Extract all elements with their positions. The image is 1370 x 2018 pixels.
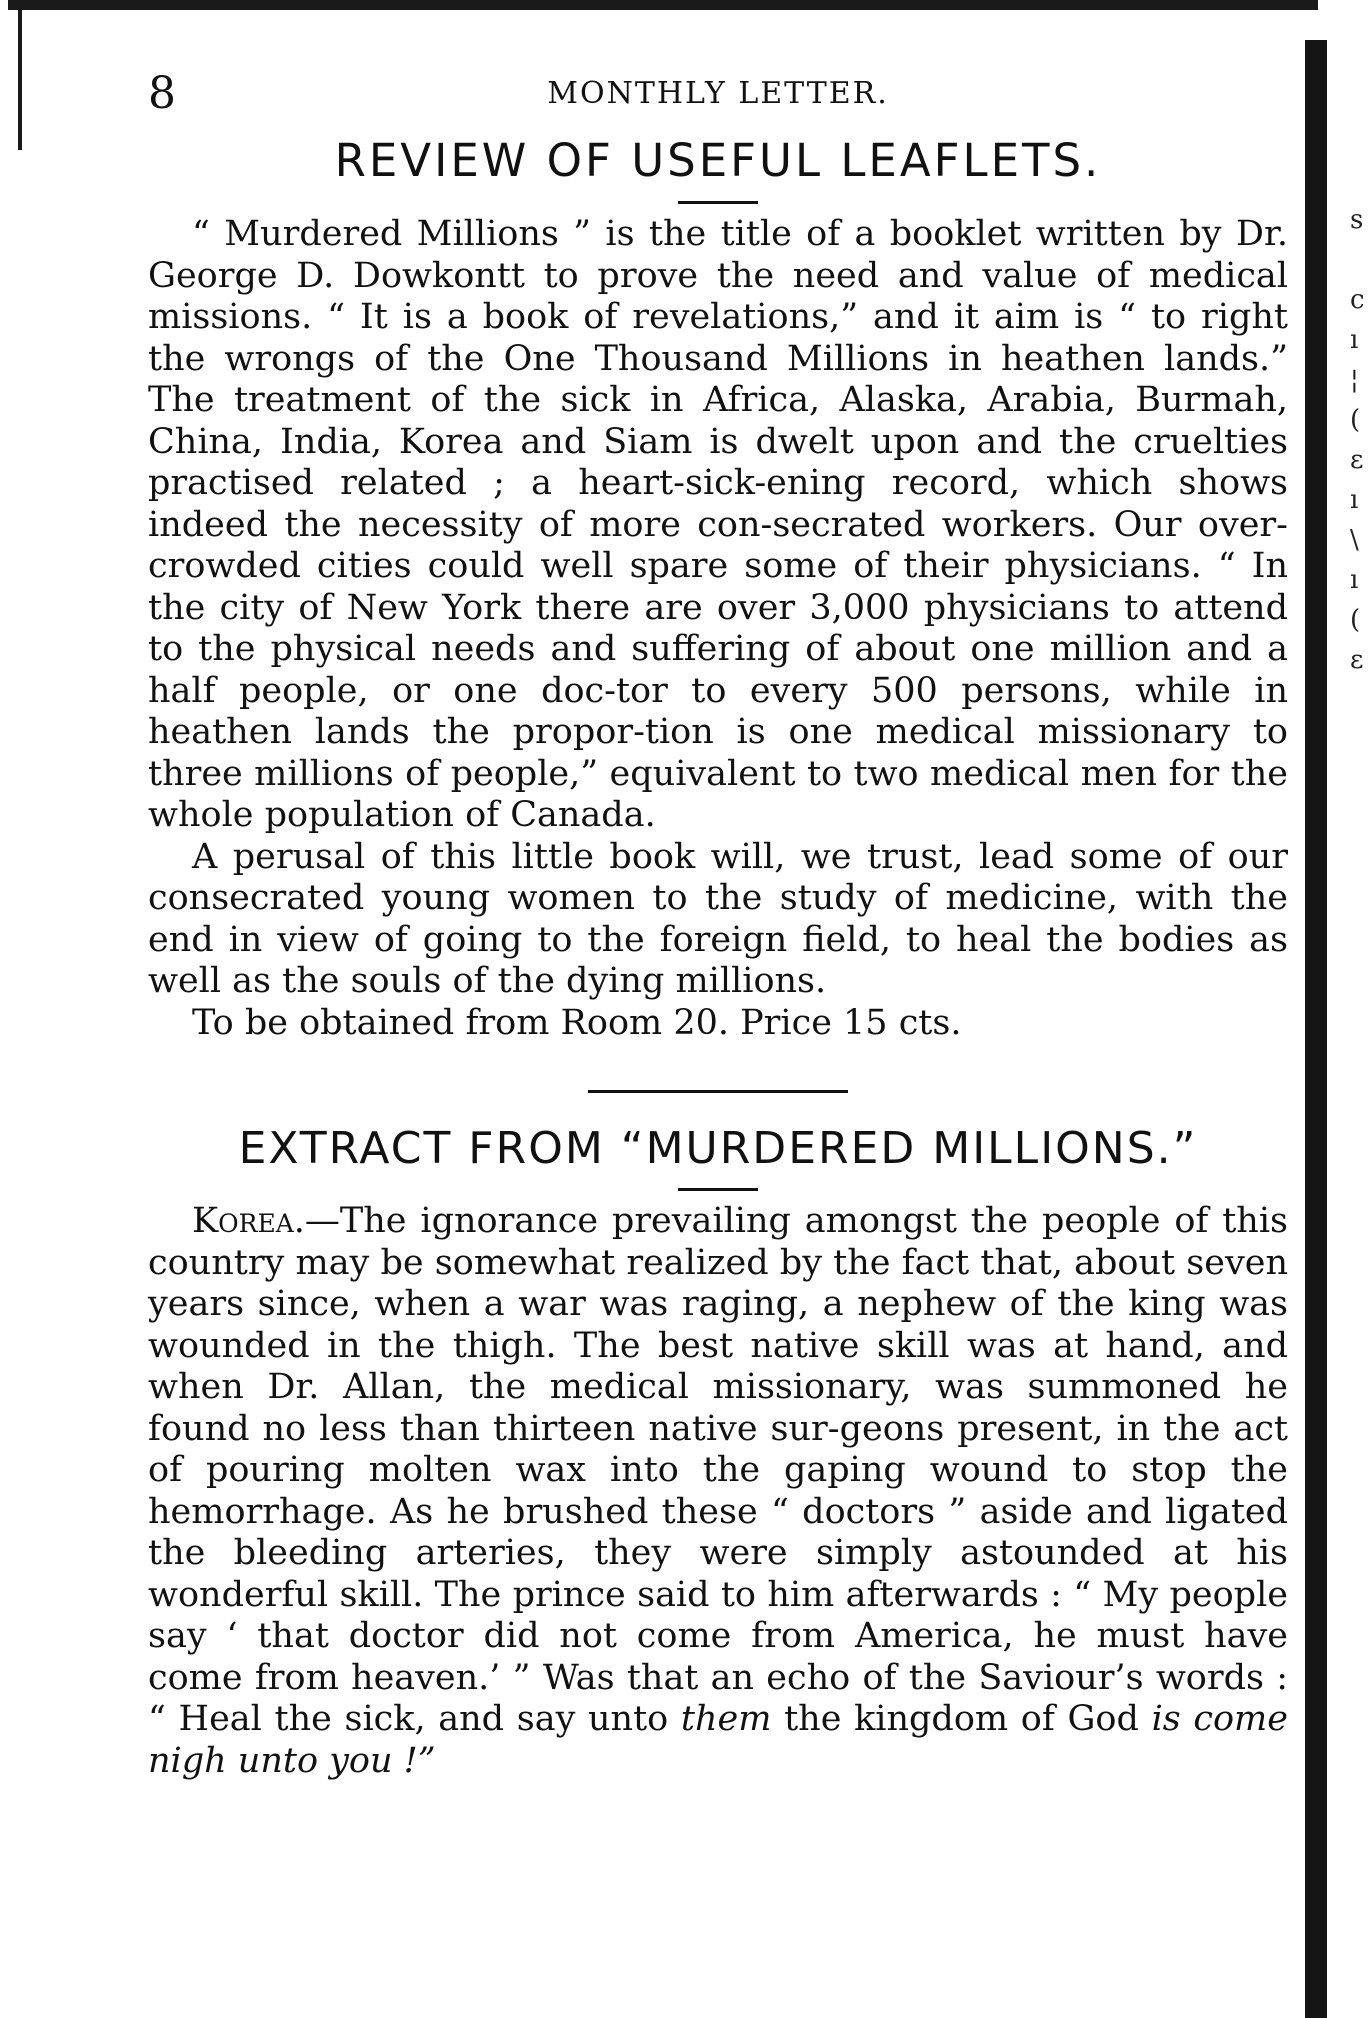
left-border-rule [18, 0, 22, 150]
extract-italic-ending: is come nigh unto you !” [148, 1699, 1288, 1781]
korea-label: Korea. [192, 1201, 305, 1241]
extract-title: EXTRACT FROM “MURDERED MILLIONS.” [238, 1123, 1198, 1174]
review-paragraph-2: A perusal of this little book will, we trust, lead some of our consecrated young women to the study of medicine, with the end in view of going to the foreign field, to heal the bodies as well as the souls of the dying millions. [148, 836, 1288, 1001]
extract-italic-them: them [680, 1699, 772, 1739]
extract-paragraph [148, 1201, 1288, 1782]
title-rule [678, 201, 758, 204]
top-border-rule [8, 0, 1318, 10]
extract-title-rule [678, 1188, 758, 1191]
binding-spine [1305, 40, 1327, 2018]
page-number: 8 [148, 68, 176, 119]
page-content [148, 68, 1288, 1782]
review-title: REVIEW OF USEFUL LEAFLETS. [334, 134, 1102, 187]
page-header [148, 68, 1288, 128]
extract-body: —The ignorance prevailing amongst the people of this country may be somewhat realized by the fact that, about seven years since, when a war was raging, a nephew of the king was wounded in the thigh. The best native skill was at hand, and when Dr. Allan, the medical missionary, was summoned he found no less than thirteen native sur-geons present, in the act of pouring molten wax into the gaping wound to stop the hemorrhage. As he brushed these “ doctors ” aside and ligated the bleeding arteries, they were simply astounded at his wonderful skill. The prince said to him afterwards : “ My people say ‘ that doctor did not come from America, he must have come from heaven.’ ” Was that an echo of the Saviour’s words : “ Heal the sick, and say unto [148, 1201, 1288, 1739]
review-paragraph-1: “ Murdered Millions ” is the title of a booklet written by Dr. George D. Dowkontt to prove the need and value of medical missions. “ It is a book of revelations,” and it aim is “ to right the wrongs of the One Thousand Millions in heathen lands.” The treatment of the sick in Africa, Alaska, Arabia, Burmah, China, India, Korea and Siam is dwelt upon and the cruelties practised related ; a heart-sick-ening record, which shows indeed the necessity of more con-secrated workers. Our over-crowded cities could well spare some of their physicians. “ In the city of New York there are over 3,000 physicians to attend to the physical needs and suffering of about one million and a half people, or one doc-tor to every 500 persons, while in heathen lands the propor-tion is one medical missionary to three millions of people,” equivalent to two medical men for the whole population of Canada. [148, 214, 1288, 835]
running-head: MONTHLY LETTER. [547, 76, 889, 111]
section-divider [588, 1090, 848, 1093]
review-paragraph-3: To be obtained from Room 20. Price 15 cts. [192, 1002, 962, 1043]
adjacent-page-fragment: s c ı ¦ ( ε ı \ ı ( ε [1350, 205, 1365, 675]
extract-middle: the kingdom of God [784, 1699, 1139, 1739]
